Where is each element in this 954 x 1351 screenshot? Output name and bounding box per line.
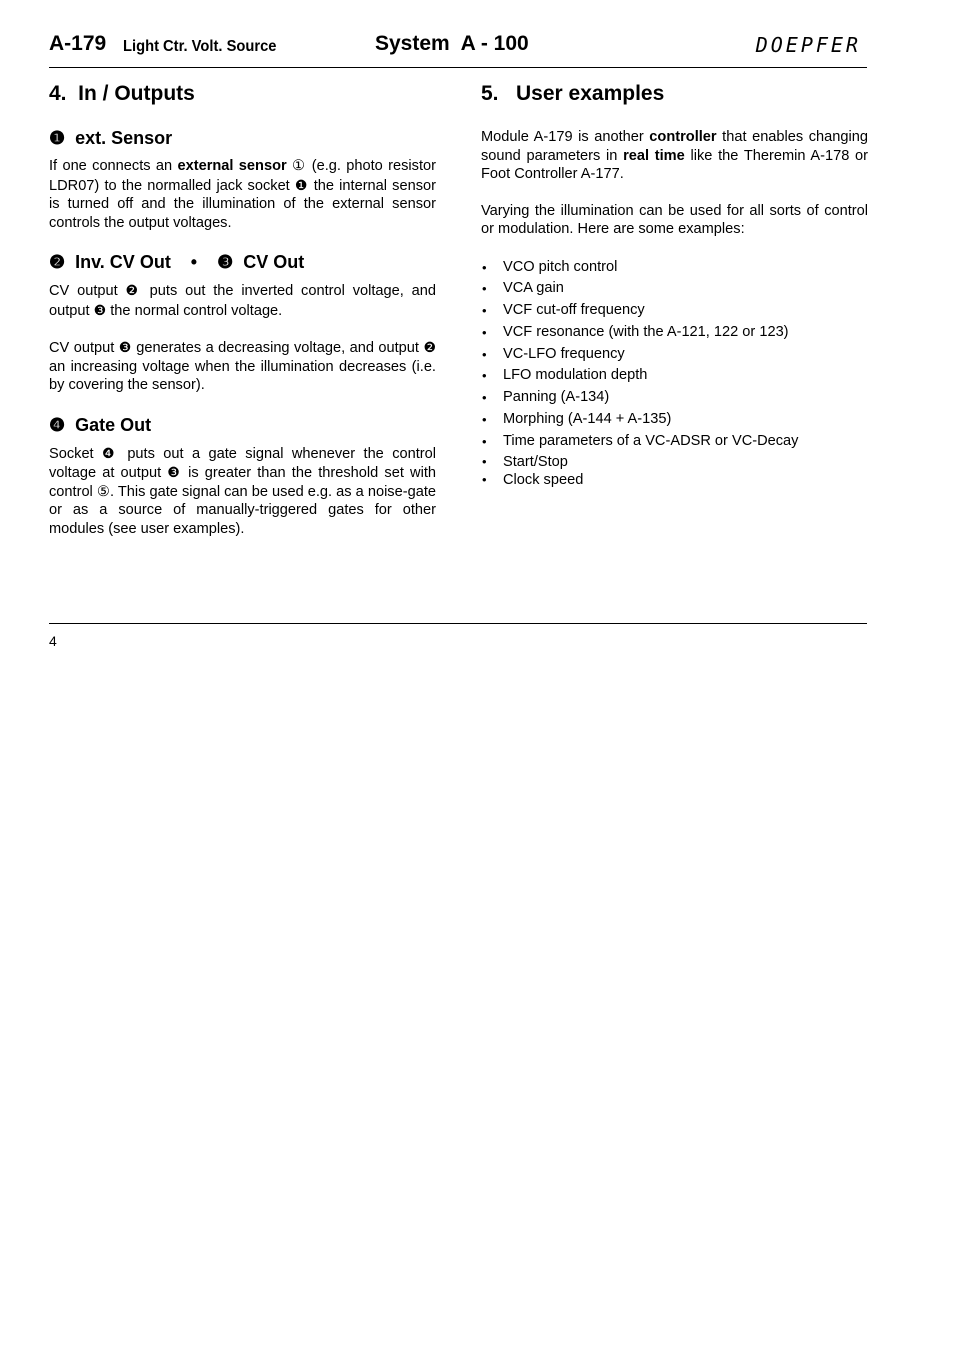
- list-item: • Clock speed: [481, 471, 868, 489]
- right-column: [481, 82, 868, 489]
- brand-logo: DOEPFER: [755, 33, 861, 57]
- cv-out-paragraph-1: CV output ❷ puts out the inverted control voltage, and output ❸ the normal control voltage.: [49, 282, 436, 319]
- page-header: [49, 30, 867, 66]
- list-item: • Panning (A-134): [481, 387, 868, 409]
- list-item: • Morphing (A-144 + A-135): [481, 409, 868, 431]
- list-item: • VC-LFO frequency: [481, 344, 868, 366]
- gate-out-paragraph: Socket ❹ puts out a gate signal whenever the control voltage at output ❸ is greater than the threshold set with control ⑤. This gate signal can be used e.g. as a noise-gate or as a source of manually-triggered gates for other modules (see user examples).: [49, 444, 436, 537]
- header-rule: [49, 67, 867, 68]
- list-item: • VCF cut-off frequency: [481, 300, 868, 322]
- left-column: [49, 82, 436, 538]
- list-item: • VCO pitch control: [481, 257, 868, 279]
- module-name: Light Ctr. Volt. Source: [123, 38, 277, 55]
- section-heading-user-examples: 5. User examples: [481, 82, 665, 105]
- list-item: • VCF resonance (with the A-121, 122 or 123): [481, 322, 868, 344]
- ext-sensor-paragraph: If one connects an external sensor ① (e.g. photo resistor LDR07) to the normalled jack socket ❶ the internal sensor is turned off and the illumination of the external sensor controls the output voltages.: [49, 158, 436, 231]
- user-examples-intro: Module A-179 is another controller that enables changing sound parameters in real time like the Theremin A-178 or Foot Controller A-177.: [481, 129, 868, 182]
- list-item: • Start/Stop: [481, 453, 868, 471]
- subsection-cv-outs: ❷ Inv. CV Out • ❸ CV Out: [49, 252, 305, 272]
- module-number: A-179: [49, 32, 107, 55]
- system-title: System A - 100: [375, 32, 529, 55]
- list-item: • LFO modulation depth: [481, 365, 868, 387]
- examples-list: [481, 257, 868, 489]
- page-number: 4: [49, 633, 57, 649]
- subsection-gate-out: ❹ Gate Out: [49, 414, 152, 435]
- section-heading-in-outputs: 4. In / Outputs: [49, 82, 195, 105]
- footer-rule: [49, 623, 867, 624]
- cv-out-paragraph-2: CV output ❸ generates a decreasing voltage, and output ❷ an increasing voltage when the illumination decreases (i.e. by covering the sensor).: [49, 339, 436, 393]
- list-item: • VCA gain: [481, 278, 868, 300]
- subsection-ext-sensor: ❶ ext. Sensor: [49, 128, 173, 148]
- user-examples-lead: Varying the illumination can be used for all sorts of control or modulation. Here are some examples:: [481, 202, 868, 237]
- list-item: • Time parameters of a VC-ADSR or VC-Decay: [481, 431, 868, 453]
